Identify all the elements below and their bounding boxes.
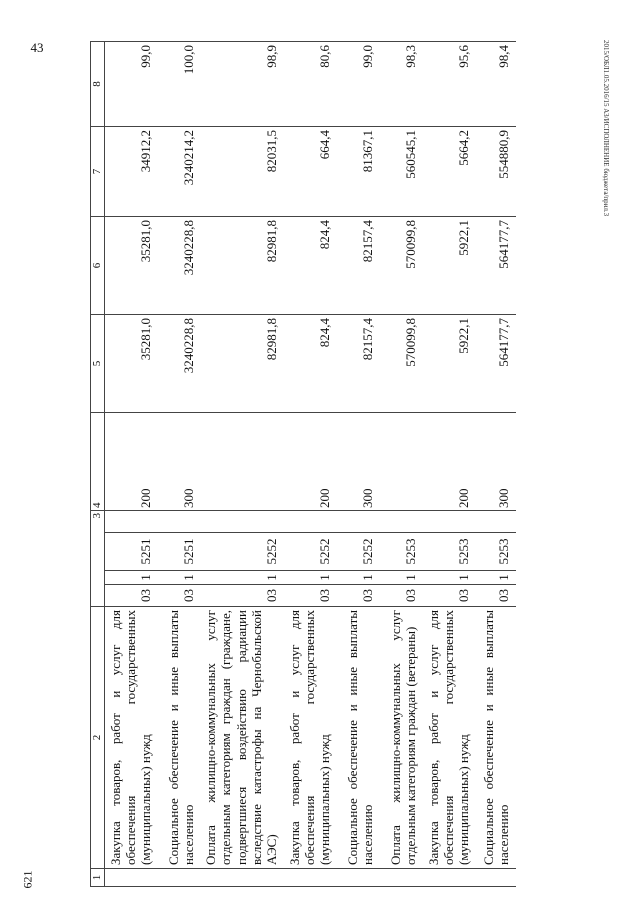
col-header-6: 6	[91, 217, 105, 315]
row-pr-cell: 1	[105, 571, 158, 585]
row-col1-cell	[337, 869, 380, 887]
col-header-4: 4	[91, 413, 105, 511]
row-csr-cell: 5253	[423, 533, 476, 571]
row-executed-cell: 664,4	[284, 127, 337, 217]
row-percent-cell: 80,6	[284, 42, 337, 127]
row-executed-cell: 554880,9	[476, 127, 516, 217]
row-executed-cell: 34912,2	[105, 127, 158, 217]
row-plan-cell: 82157,4	[337, 315, 380, 413]
row-col1-cell	[158, 869, 201, 887]
row-percent-cell: 98,4	[476, 42, 516, 127]
row-csr-cell: 5251	[105, 533, 158, 571]
table-row	[158, 42, 201, 887]
header-row	[91, 42, 105, 887]
row-approved-cell: 564177,7	[476, 217, 516, 315]
row-plan-cell: 35281,0	[105, 315, 158, 413]
row-name-cell: Закупка товаров, работ и услуг для обеспечения государственных (муниципальных) нужд	[105, 607, 158, 869]
col-header-7: 7	[91, 127, 105, 217]
row-name-cell: Оплата жилищно-коммунальных услуг отдельным категориям граждан (граждане, подвергшиеся воздействию радиации вследствие катастрофы на Чернобыльской АЭС)	[201, 607, 284, 869]
row-csr-cell: 5252	[337, 533, 380, 571]
footer-page-number: 621	[20, 870, 35, 889]
row-spacer-cell	[337, 511, 380, 533]
row-csr-cell: 5253	[380, 533, 423, 571]
row-rz-cell: 03	[284, 585, 337, 607]
row-vr-cell: 300	[337, 413, 380, 511]
row-name-cell: Социальное обеспечение и иные выплаты населению	[476, 607, 516, 869]
row-rz-cell: 03	[201, 585, 284, 607]
row-vr-cell	[201, 413, 284, 511]
row-name-cell: Социальное обеспечение и иные выплаты населению	[158, 607, 201, 869]
row-executed-cell: 82031,5	[201, 127, 284, 217]
table-row	[337, 42, 380, 887]
row-pr-cell: 1	[201, 571, 284, 585]
row-name-cell: Социальное обеспечение и иные выплаты населению	[337, 607, 380, 869]
row-vr-cell: 200	[105, 413, 158, 511]
table-row	[284, 42, 337, 887]
row-name-cell: Оплата жилищно-коммунальных услуг отдельным категориям граждан (ветераны)	[380, 607, 423, 869]
row-pr-cell: 1	[337, 571, 380, 585]
row-plan-cell: 570099,8	[380, 315, 423, 413]
table-row	[105, 42, 158, 887]
row-col1-cell	[201, 869, 284, 887]
row-csr-cell: 5252	[284, 533, 337, 571]
row-rz-cell: 03	[380, 585, 423, 607]
row-plan-cell: 564177,7	[476, 315, 516, 413]
row-rz-cell: 03	[158, 585, 201, 607]
row-vr-cell: 300	[476, 413, 516, 511]
row-col1-cell	[380, 869, 423, 887]
row-pr-cell: 1	[476, 571, 516, 585]
budget-table	[90, 41, 516, 887]
row-spacer-cell	[158, 511, 201, 533]
table-row	[423, 42, 476, 887]
row-spacer-cell	[423, 511, 476, 533]
row-col1-cell	[284, 869, 337, 887]
row-pr-cell: 1	[158, 571, 201, 585]
col-header-2: 2	[91, 607, 105, 869]
row-col1-cell	[105, 869, 158, 887]
row-rz-cell: 03	[105, 585, 158, 607]
row-rz-cell: 03	[423, 585, 476, 607]
row-percent-cell: 99,0	[105, 42, 158, 127]
row-executed-cell: 560545,1	[380, 127, 423, 217]
row-vr-cell	[380, 413, 423, 511]
row-percent-cell: 100,0	[158, 42, 201, 127]
row-col1-cell	[476, 869, 516, 887]
row-vr-cell: 200	[423, 413, 476, 511]
table-row	[476, 42, 516, 887]
row-csr-cell: 5252	[201, 533, 284, 571]
row-rz-cell: 03	[476, 585, 516, 607]
row-spacer-cell	[201, 511, 284, 533]
document-stamp: 2015/ОБЛ1.05.2016/15 АЗ/ИСПОЛНЕНИЕ бюджета/прил.3	[602, 40, 610, 217]
row-csr-cell: 5253	[476, 533, 516, 571]
row-pr-cell: 1	[284, 571, 337, 585]
row-plan-cell: 5922,1	[423, 315, 476, 413]
row-vr-cell: 300	[158, 413, 201, 511]
col-header-3: 3	[91, 511, 105, 607]
row-percent-cell: 99,0	[337, 42, 380, 127]
rotated-table-container	[90, 42, 610, 887]
row-executed-cell: 81367,1	[337, 127, 380, 217]
table-row	[380, 42, 423, 887]
page-number: 43	[30, 40, 44, 55]
row-percent-cell: 98,9	[201, 42, 284, 127]
row-executed-cell: 5664,2	[423, 127, 476, 217]
row-approved-cell: 82157,4	[337, 217, 380, 315]
row-name-cell: Закупка товаров, работ и услуг для обеспечения государственных (муниципальных) нужд	[284, 607, 337, 869]
row-spacer-cell	[380, 511, 423, 533]
row-approved-cell: 570099,8	[380, 217, 423, 315]
row-col1-cell	[423, 869, 476, 887]
row-spacer-cell	[284, 511, 337, 533]
row-plan-cell: 3240228,8	[158, 315, 201, 413]
row-rz-cell: 03	[337, 585, 380, 607]
col-header-1: 1	[91, 869, 105, 887]
row-vr-cell: 200	[284, 413, 337, 511]
row-pr-cell: 1	[380, 571, 423, 585]
row-plan-cell: 82981,8	[201, 315, 284, 413]
row-approved-cell: 82981,8	[201, 217, 284, 315]
row-percent-cell: 95,6	[423, 42, 476, 127]
table-row	[201, 42, 284, 887]
row-spacer-cell	[105, 511, 158, 533]
row-pr-cell: 1	[423, 571, 476, 585]
row-spacer-cell	[476, 511, 516, 533]
row-percent-cell: 98,3	[380, 42, 423, 127]
row-approved-cell: 35281,0	[105, 217, 158, 315]
row-name-cell: Закупка товаров, работ и услуг для обеспечения государственных (муниципальных) нужд	[423, 607, 476, 869]
row-approved-cell: 824,4	[284, 217, 337, 315]
row-plan-cell: 824,4	[284, 315, 337, 413]
col-header-5: 5	[91, 315, 105, 413]
row-approved-cell: 5922,1	[423, 217, 476, 315]
row-executed-cell: 3240214,2	[158, 127, 201, 217]
row-csr-cell: 5251	[158, 533, 201, 571]
col-header-8: 8	[91, 42, 105, 127]
row-approved-cell: 3240228,8	[158, 217, 201, 315]
